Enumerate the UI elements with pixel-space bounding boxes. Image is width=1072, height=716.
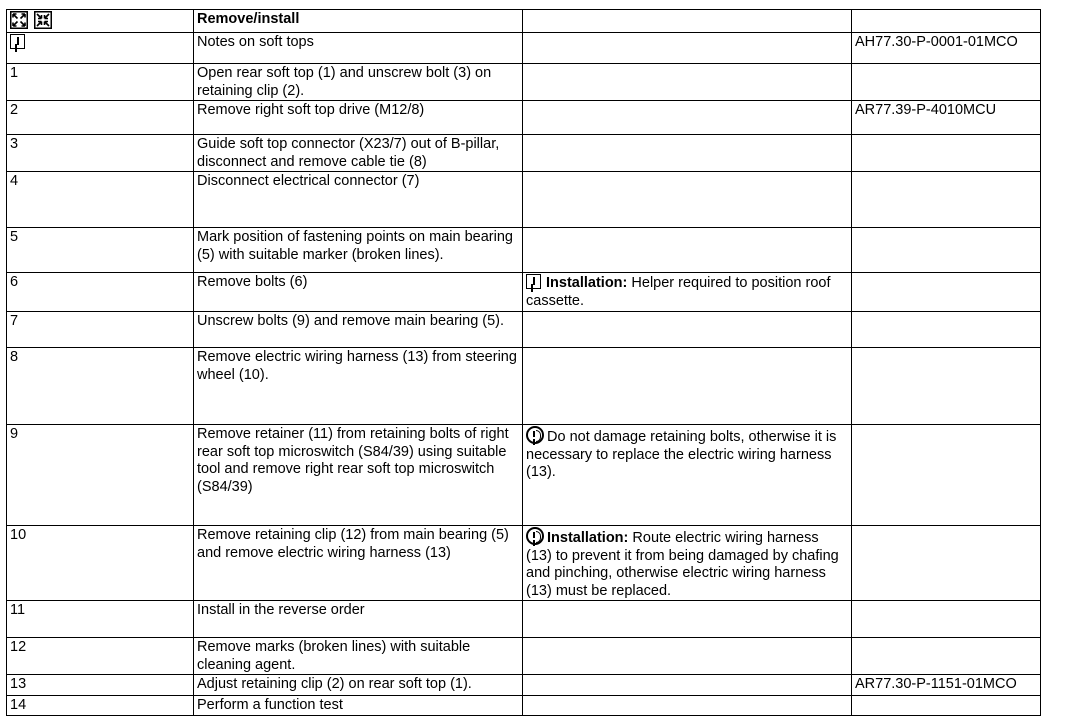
expand-icon[interactable] [10, 11, 28, 29]
step-number-cell [7, 312, 194, 348]
note-cell [523, 33, 852, 64]
table-row [7, 526, 1041, 601]
note-cell [523, 696, 852, 716]
step-number: 8 [10, 349, 19, 365]
table-row [7, 172, 1041, 228]
step-text: Install in the reverse order [194, 601, 523, 638]
step-number-cell [7, 425, 194, 526]
table-row [7, 64, 1041, 101]
table-row [7, 33, 1041, 64]
note-cell [523, 638, 852, 675]
reference-link [852, 696, 1041, 716]
step-number-cell [7, 696, 194, 716]
note-cell [523, 64, 852, 101]
header-title: Remove/install [194, 10, 523, 33]
info-icon[interactable] [526, 274, 541, 289]
step-number: 1 [10, 65, 19, 81]
header-icon-cell [7, 10, 194, 33]
step-number: 3 [10, 136, 19, 152]
note-cell [523, 425, 852, 526]
reference-link [852, 273, 1041, 312]
reference-link [852, 601, 1041, 638]
step-number: 4 [10, 173, 19, 189]
info-icon[interactable] [10, 34, 25, 49]
step-text: Guide soft top connector (X23/7) out of B-pillar, disconnect and remove cable tie (8) [194, 135, 523, 172]
step-number: 13 [10, 676, 27, 692]
step-number: 5 [10, 229, 19, 245]
step-number-cell [7, 101, 194, 135]
table-row [7, 348, 1041, 425]
step-number-cell [7, 601, 194, 638]
step-text: Mark position of fastening points on main bearing (5) with suitable marker (broken lines). [194, 228, 523, 273]
step-number-cell [7, 228, 194, 273]
note-cell [523, 348, 852, 425]
note-label: Installation: [547, 530, 629, 546]
reference-link[interactable]: AR77.30-P-1151-01MCO [852, 675, 1041, 696]
step-number-cell [7, 638, 194, 675]
step-number-cell [7, 675, 194, 696]
table-row [7, 101, 1041, 135]
step-number-cell [7, 273, 194, 312]
note-cell [523, 312, 852, 348]
warning-icon [526, 527, 544, 545]
step-number: 9 [10, 426, 19, 442]
reference-link [852, 172, 1041, 228]
step-text: Remove retaining clip (12) from main bearing (5) and remove electric wiring harness (13) [194, 526, 523, 601]
warning-icon [526, 426, 544, 444]
note-text: Route electric wiring harness (13) to prevent it from being damaged by chafing and pinching, otherwise electric wiring harness (13) must be replaced. [526, 530, 839, 599]
table-row [7, 273, 1041, 312]
table-row [7, 312, 1041, 348]
step-text: Unscrew bolts (9) and remove main bearing (5). [194, 312, 523, 348]
note-text: Do not damage retaining bolts, otherwise it is necessary to replace the electric wiring harness (13). [526, 429, 837, 480]
step-number: 12 [10, 639, 27, 655]
table-header-row [7, 10, 1041, 33]
header-empty-cell [523, 10, 852, 33]
step-number-cell [7, 33, 194, 64]
step-text: Notes on soft tops [194, 33, 523, 64]
reference-link[interactable]: AH77.30-P-0001-01MCO [852, 33, 1041, 64]
note-label: Installation: [546, 275, 628, 291]
step-number-cell [7, 526, 194, 601]
reference-link [852, 425, 1041, 526]
note-cell [523, 526, 852, 601]
reference-link [852, 64, 1041, 101]
step-number: 6 [10, 274, 19, 290]
note-cell [523, 135, 852, 172]
reference-link [852, 228, 1041, 273]
step-text: Remove retainer (11) from retaining bolts of right rear soft top microswitch (S84/39) using suitable tool and remove right rear soft top microswitch (S84/39) [194, 425, 523, 526]
reference-link[interactable]: AR77.39-P-4010MCU [852, 101, 1041, 135]
step-text: Disconnect electrical connector (7) [194, 172, 523, 228]
step-text: Remove electric wiring harness (13) from steering wheel (10). [194, 348, 523, 425]
header-empty-cell [852, 10, 1041, 33]
procedure-table [6, 9, 1041, 716]
step-text: Remove right soft top drive (M12/8) [194, 101, 523, 135]
note-cell [523, 675, 852, 696]
table-row [7, 601, 1041, 638]
table-row [7, 135, 1041, 172]
step-text: Remove bolts (6) [194, 273, 523, 312]
step-number-cell [7, 135, 194, 172]
note-cell [523, 172, 852, 228]
table-row [7, 425, 1041, 526]
step-number: 11 [10, 602, 26, 618]
step-number: 7 [10, 313, 19, 329]
step-text: Remove marks (broken lines) with suitable cleaning agent. [194, 638, 523, 675]
table-row [7, 675, 1041, 696]
step-number: 2 [10, 102, 19, 118]
note-cell [523, 228, 852, 273]
step-text: Adjust retaining clip (2) on rear soft top (1). [194, 675, 523, 696]
note-cell [523, 601, 852, 638]
note-text: Helper required to position roof cassette. [526, 275, 831, 309]
reference-link [852, 638, 1041, 675]
table-row [7, 696, 1041, 716]
step-number-cell [7, 64, 194, 101]
step-number-cell [7, 172, 194, 228]
reference-link [852, 135, 1041, 172]
step-text: Perform a function test [194, 696, 523, 716]
note-cell [523, 273, 852, 312]
step-text: Open rear soft top (1) and unscrew bolt (3) on retaining clip (2). [194, 64, 523, 101]
table-row [7, 638, 1041, 675]
reference-link [852, 348, 1041, 425]
table-row [7, 228, 1041, 273]
reference-link [852, 312, 1041, 348]
note-cell [523, 101, 852, 135]
step-number: 14 [10, 697, 27, 713]
step-number-cell [7, 348, 194, 425]
step-number: 10 [10, 527, 27, 543]
expand-icon[interactable] [34, 11, 52, 29]
reference-link [852, 526, 1041, 601]
